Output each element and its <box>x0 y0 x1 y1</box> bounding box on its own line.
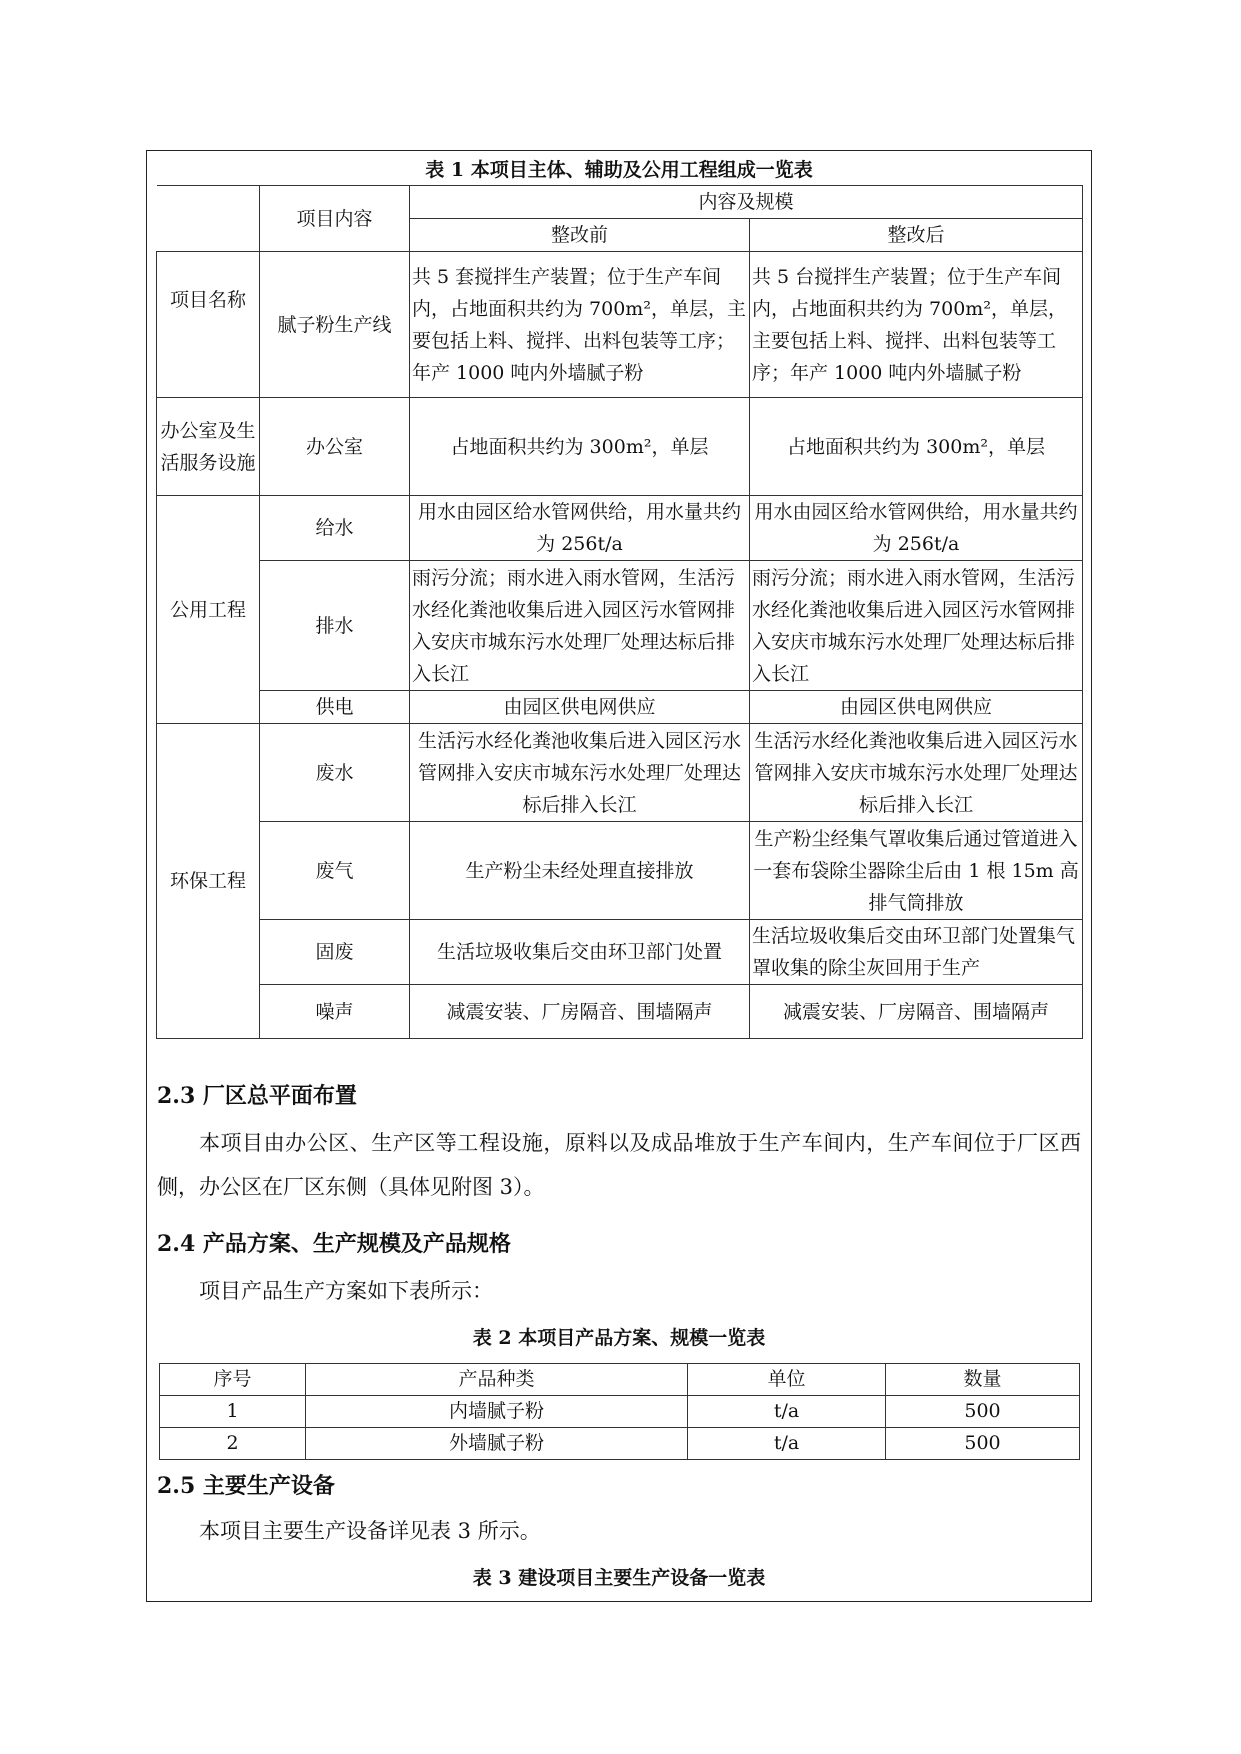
table2-head-unit: 单位 <box>688 1364 886 1396</box>
table1-group-cell: 办公室及生活服务设施 <box>157 398 260 496</box>
table1-before-cell: 雨污分流；雨水进入雨水管网，生活污水经化粪池收集后进入园区污水管网排入安庆市城东污水处理厂处理达标后排入长江 <box>410 561 750 691</box>
table1 <box>156 185 1083 1039</box>
section-2-4-heading: 2.4 产品方案、生产规模及产品规格 <box>157 1231 511 1257</box>
table1-after-cell: 减震安装、厂房隔音、围墙隔声 <box>750 985 1083 1039</box>
table1-group-cell: 公用工程 <box>157 496 260 724</box>
table1-before-cell: 生活垃圾收集后交由环卫部门处置 <box>410 920 750 985</box>
table-row <box>160 1396 1080 1428</box>
table2-cell-unit: t/a <box>688 1396 886 1428</box>
table1-before-cell: 减震安装、厂房隔音、围墙隔声 <box>410 985 750 1039</box>
table1-head-before: 整改前 <box>410 219 750 252</box>
table1-after-cell: 占地面积共约为 300m²，单层 <box>750 398 1083 496</box>
table2-cell-product: 内墙腻子粉 <box>306 1396 688 1428</box>
table1-after-cell: 用水由园区给水管网供给，用水量共约为 256t/a <box>750 496 1083 561</box>
table1-before-cell: 占地面积共约为 300m²，单层 <box>410 398 750 496</box>
table1-head-scope: 内容及规模 <box>410 186 1083 219</box>
table1-before-cell: 由园区供电网供应 <box>410 691 750 724</box>
table2-cell-no: 1 <box>160 1396 306 1428</box>
section-2-3-paragraph: 本项目由办公区、生产区等工程设施，原料以及成品堆放于生产车间内，生产车间位于厂区西侧，办公区在厂区东侧（具体见附图 3）。 <box>157 1131 1081 1199</box>
section-2-3-heading: 2.3 厂区总平面布置 <box>157 1083 357 1109</box>
table2-cell-unit: t/a <box>688 1428 886 1460</box>
table1-item-cell: 废气 <box>260 822 410 920</box>
section-2-5-heading: 2.5 主要生产设备 <box>157 1473 335 1499</box>
table2-head-quantity: 数量 <box>886 1364 1080 1396</box>
table2-head-no: 序号 <box>160 1364 306 1396</box>
table1-after-cell: 生产粉尘经集气罩收集后通过管道进入一套布袋除尘器除尘后由 1 根 15m 高排气筒排放 <box>750 822 1083 920</box>
table2-caption: 表 2 本项目产品方案、规模一览表 <box>472 1327 766 1349</box>
table1-item-cell: 噪声 <box>260 985 410 1039</box>
table1-item-cell: 办公室 <box>260 398 410 496</box>
table1-after-cell: 生活垃圾收集后交由环卫部门处置集气罩收集的除尘灰回用于生产 <box>750 920 1083 985</box>
page-frame <box>146 150 1092 1602</box>
table1-before-cell: 生活污水经化粪池收集后进入园区污水管网排入安庆市城东污水处理厂处理达标后排入长江 <box>410 724 750 822</box>
table1-after-cell: 共 5 台搅拌生产装置；位于生产车间内，占地面积共约为 700m²，单层，主要包括上料、搅拌、出料包装等工序；年产 1000 吨内外墙腻子粉 <box>750 252 1083 398</box>
table2-cell-quantity: 500 <box>886 1396 1080 1428</box>
table1-before-cell: 用水由园区给水管网供给，用水量共约为 256t/a <box>410 496 750 561</box>
table1-before-cell: 生产粉尘未经处理直接排放 <box>410 822 750 920</box>
table1-before-cell: 共 5 套搅拌生产装置；位于生产车间内，占地面积共约为 700m²，单层，主要包括上料、搅拌、出料包装等工序；年产 1000 吨内外墙腻子粉 <box>410 252 750 398</box>
table3-caption: 表 3 建设项目主要生产设备一览表 <box>472 1567 766 1589</box>
table1-after-cell: 生活污水经化粪池收集后进入园区污水管网排入安庆市城东污水处理厂处理达标后排入长江 <box>750 724 1083 822</box>
table1-corner-cell <box>157 186 260 252</box>
section-2-5-paragraph: 本项目主要生产设备详见表 3 所示。 <box>199 1519 541 1543</box>
table1-head-item-content: 项目内容 <box>260 186 410 252</box>
table2-cell-no: 2 <box>160 1428 306 1460</box>
table1-group-cell: 项目名称 <box>157 252 260 398</box>
table1-item-cell: 供电 <box>260 691 410 724</box>
table2-head-product: 产品种类 <box>306 1364 688 1396</box>
table1-item-cell: 排水 <box>260 561 410 691</box>
table2 <box>159 1363 1080 1460</box>
table1-after-cell: 雨污分流；雨水进入雨水管网，生活污水经化粪池收集后进入园区污水管网排入安庆市城东污水处理厂处理达标后排入长江 <box>750 561 1083 691</box>
table1-item-cell: 固废 <box>260 920 410 985</box>
table1-after-cell: 由园区供电网供应 <box>750 691 1083 724</box>
table-row <box>160 1428 1080 1460</box>
table1-item-cell: 给水 <box>260 496 410 561</box>
table1-item-cell: 腻子粉生产线 <box>260 252 410 398</box>
table1-group-cell: 环保工程 <box>157 724 260 1039</box>
table1-item-cell: 废水 <box>260 724 410 822</box>
table1-head-after: 整改后 <box>750 219 1083 252</box>
table2-cell-quantity: 500 <box>886 1428 1080 1460</box>
section-2-4-paragraph: 项目产品生产方案如下表所示： <box>199 1279 493 1303</box>
table1-caption: 表 1 本项目主体、辅助及公用工程组成一览表 <box>425 159 813 181</box>
table2-cell-product: 外墙腻子粉 <box>306 1428 688 1460</box>
